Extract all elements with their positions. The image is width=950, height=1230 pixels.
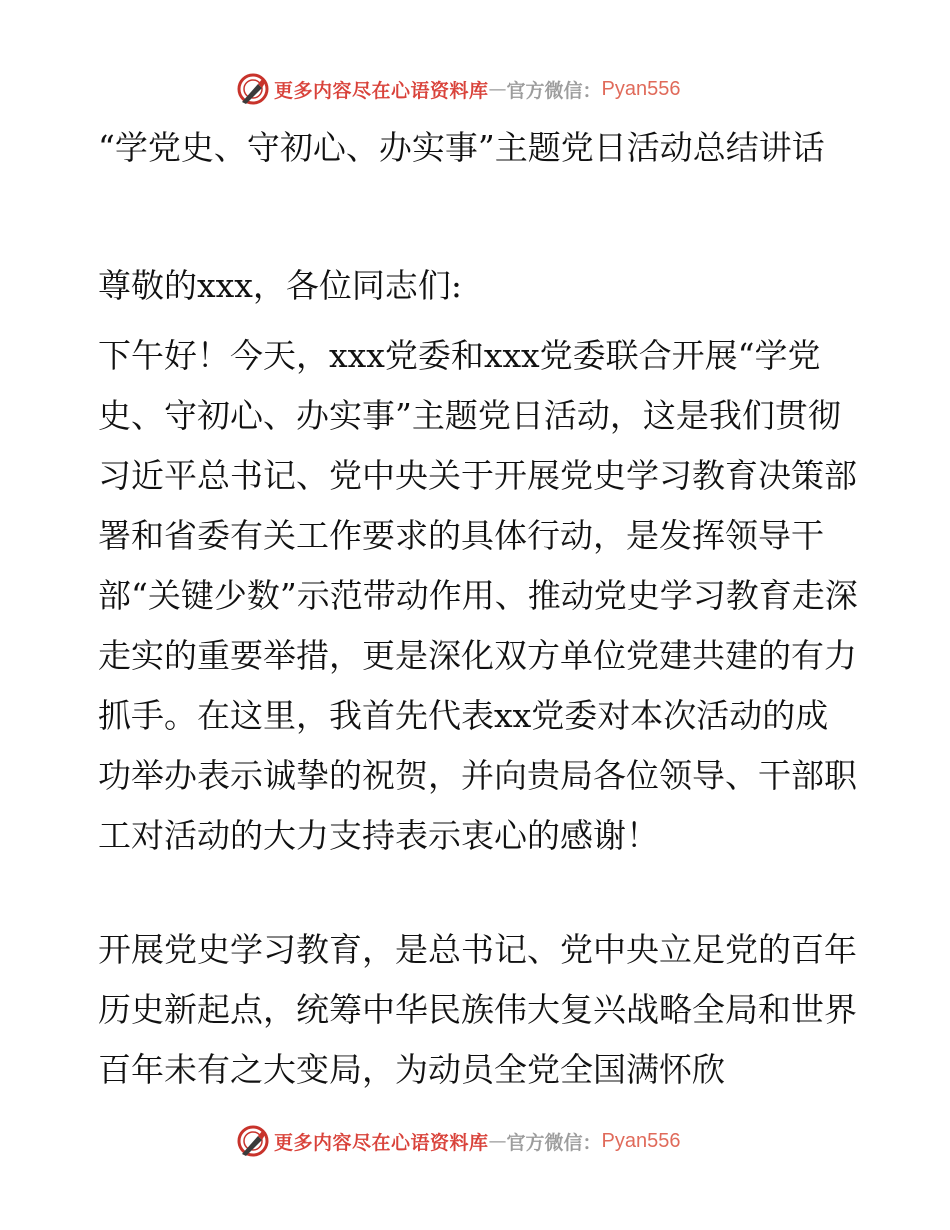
pen-emblem-icon [236,1124,270,1158]
footer-wechat-id: Pyan556 [601,1129,681,1152]
header-brand-text: 更多内容尽在心语资料库 [274,79,489,102]
footer-wechat-label: 官方微信： [506,1131,602,1154]
footer-brand-text: 更多内容尽在心语资料库 [274,1131,489,1154]
salutation: 尊敬的xxx，各位同志们: [98,266,462,305]
header-wechat-label: 官方微信： [506,79,602,102]
header-banner [236,72,681,106]
paragraph-1: 下午好！今天，xxx党委和xxx党委联合开展“学党史、守初心、办实事”主题党日活动，这是我们贯彻习近平总书记、党中央关于开展党史学习教育决策部署和省委有关工作要求的具体行动，是发挥领导干部“关键少数”示范带动作用、推动党史学习教育走深走实的重要举措，更是深化双方单位党建共建的有力抓手。在这里，我首先代表xx党委对本次活动的成功举办表示诚挚的祝贺，并向贵局各位领导、干部职工对活动的大力支持表示衷心的感谢！ [98,336,858,855]
footer-separator: — [488,1130,507,1152]
pen-emblem-icon [236,72,270,106]
header-wechat-id: Pyan556 [601,77,681,100]
paragraph-2: 开展党史学习教育，是总书记、党中央立足党的百年历史新起点，统筹中华民族伟大复兴战略全局和世界百年未有之大变局，为动员全党全国满怀欣 [98,930,857,1089]
document-title: “学党史、守初心、办实事”主题党日活动总结讲话 [98,128,825,167]
footer-banner [236,1124,681,1158]
header-separator: — [488,78,507,100]
